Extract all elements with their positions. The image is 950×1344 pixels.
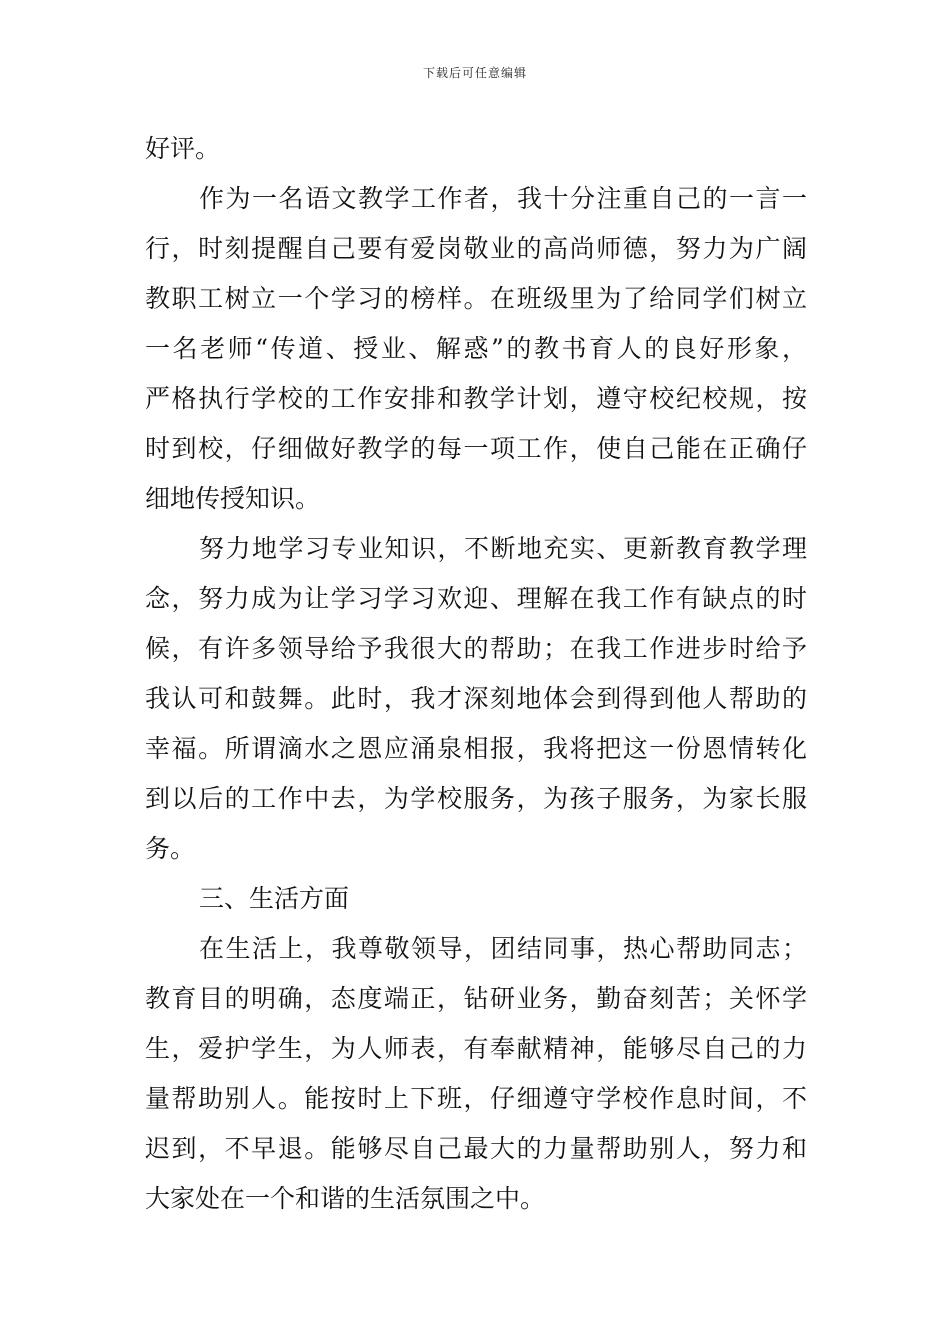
text-line: 生，爱护学生，为人师表，有奉献精神，能够尽自己的力 — [145, 1034, 807, 1063]
text-line: 务。 — [145, 834, 196, 863]
paragraph-first-line: 在生活上，我尊敬领导，团结同事，热心帮助同志； — [199, 934, 807, 963]
text-line: 量帮助别人。能按时上下班，仔细遵守学校作息时间，不 — [145, 1084, 807, 1113]
page-header: 下载后可任意编辑 — [422, 66, 527, 80]
text-line: 教职工树立一个学习的榜样。在班级里为了给同学们树立 — [145, 284, 807, 313]
text-line: 严格执行学校的工作安排和教学计划，遵守校纪校规，按 — [145, 384, 807, 413]
text-line: 大家处在一个和谐的生活氛围之中。 — [145, 1184, 546, 1213]
text-line: 幸福。所谓滴水之恩应涌泉相报，我将把这一份恩情转化 — [145, 734, 807, 763]
paragraph-first-line: 作为一名语文教学工作者，我十分注重自己的一言一 — [199, 184, 807, 213]
text-line: 细地传授知识。 — [145, 484, 321, 513]
text-line: 我认可和鼓舞。此时，我才深刻地体会到得到他人帮助的 — [145, 684, 807, 713]
text-line: 好评。 — [145, 134, 221, 163]
section-heading: 三、生活方面 — [199, 884, 350, 913]
text-line: 一名老师“传道、授业、解惑”的教书育人的良好形象， — [145, 334, 807, 363]
text-line: 到以后的工作中去，为学校服务，为孩子服务，为家长服 — [145, 784, 807, 813]
document-body — [145, 124, 807, 1224]
text-line: 行，时刻提醒自己要有爱岗敬业的高尚师德，努力为广阔 — [145, 234, 807, 263]
text-line: 迟到，不早退。能够尽自己最大的力量帮助别人，努力和 — [145, 1134, 807, 1163]
text-line: 念，努力成为让学习学习欢迎、理解在我工作有缺点的时 — [145, 584, 807, 613]
text-line: 时到校，仔细做好教学的每一项工作，使自己能在正确仔 — [145, 434, 807, 463]
text-line: 候，有许多领导给予我很大的帮助；在我工作进步时给予 — [145, 634, 807, 663]
paragraph-first-line: 努力地学习专业知识，不断地充实、更新教育教学理 — [199, 534, 807, 563]
text-line: 教育目的明确，态度端正，钻研业务，勤奋刻苦；关怀学 — [145, 984, 807, 1013]
